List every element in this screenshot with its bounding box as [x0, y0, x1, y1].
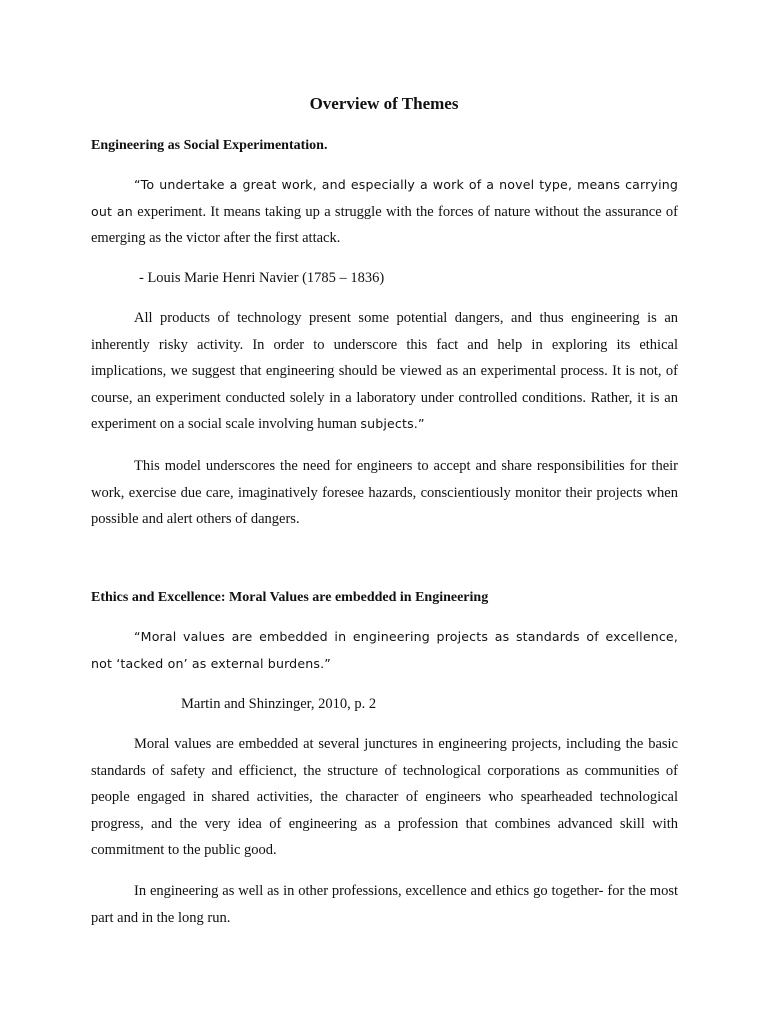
navier-quote-first-line: “To undertake a great work, and especially a work of a novel type, means carrying out an [91, 177, 678, 219]
navier-quote [91, 172, 678, 252]
paragraph-moral-values: Moral values are embedded at several junctures in engineering projects, including the basic standards of safety and efficienct, the structure of technological corporations as communities of people engaged in shared activities, the character of engineers who spearheaded technological progress, and the very idea of engineering as a profession that combines advanced skill with commitment to the public good. [91, 736, 678, 859]
navier-attribution: - Louis Marie Henri Navier (1785 – 1836) [139, 270, 385, 286]
paragraph-technology-dangers [91, 305, 678, 438]
paragraph-technology-dangers-text: All products of technology present some potential dangers, and thus engineering is an inherently risky activity. In order to underscore this fact and help in exploring its ethical implications, we suggest that engineering should be viewed as an experimental process. It is not, of course, an experiment conducted solely in a laboratory under controlled conditions. Rather, it is an experiment on a social scale involving human [91, 310, 678, 433]
paragraph-model-responsibilities: This model underscores the need for engineers to accept and share responsibilities for their work, exercise due care, imaginatively foresee hazards, conscientiously monitor their projects when possible and alert others of dangers. [91, 458, 678, 528]
section-heading-ethics-excellence: Ethics and Excellence: Moral Values are embedded in Engineering [91, 590, 489, 605]
martin-attribution: Martin and Shinzinger, 2010, p. 2 [181, 696, 377, 712]
navier-quote-continuation: experiment. It means taking up a struggle with the forces of nature without the assurance of emerging as the victor after the first attack. [91, 203, 679, 247]
paragraph-technology-dangers-end: subjects.” [360, 416, 425, 432]
page-title: Overview of Themes [309, 94, 459, 113]
martin-quote: “Moral values are embedded in engineering projects as standards of excellence, not ‘tacked on’ as external burdens.” [91, 629, 678, 671]
section-heading-social-experimentation: Engineering as Social Experimentation. [91, 138, 328, 153]
paragraph-excellence-ethics: In engineering as well as in other professions, excellence and ethics go together- for the most part and in the long run. [91, 883, 678, 926]
